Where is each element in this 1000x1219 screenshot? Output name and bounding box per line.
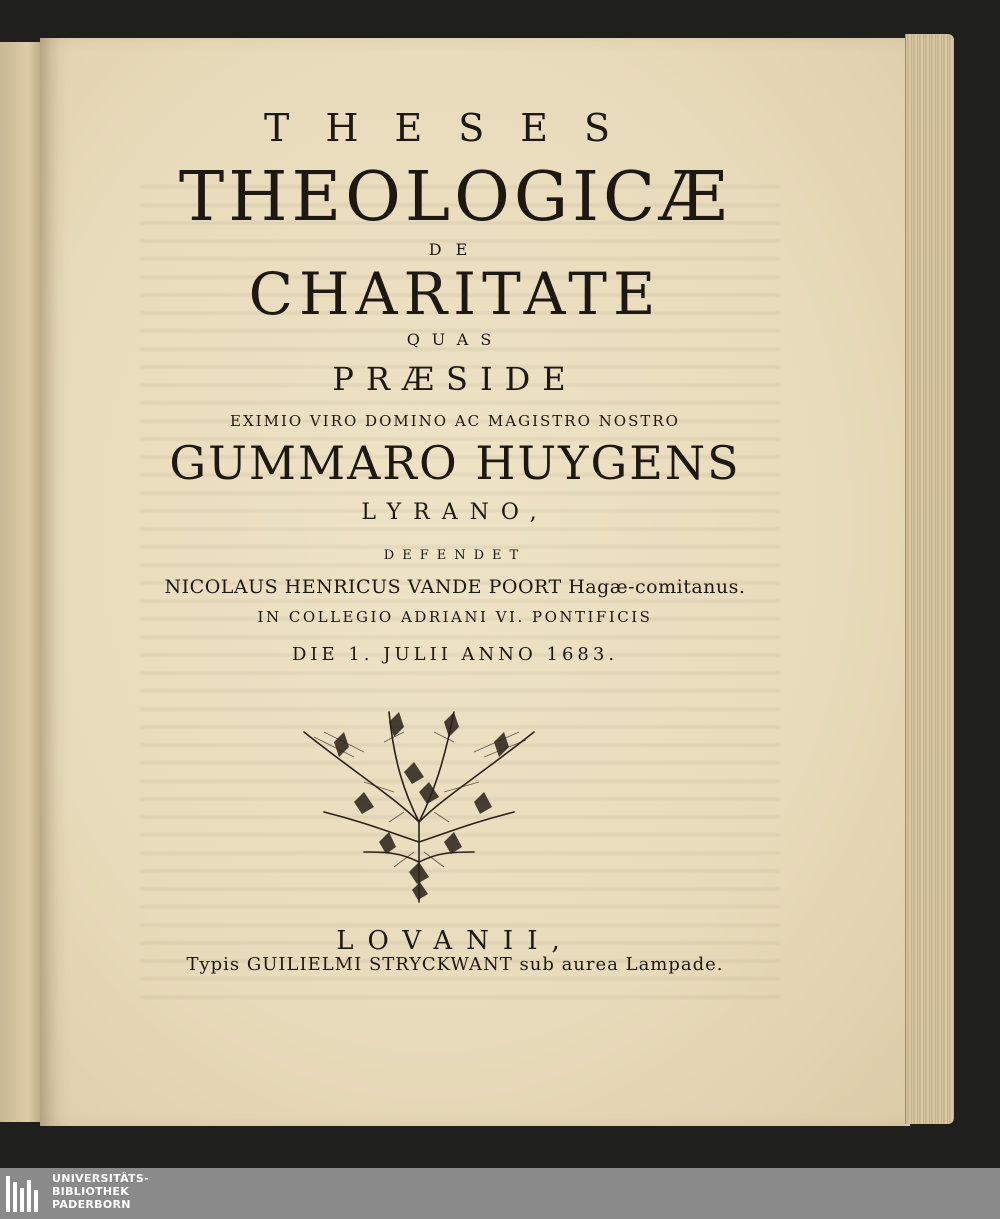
library-name-line3: PADERBORN [52, 1198, 131, 1211]
printers-ornament-woodcut [294, 702, 544, 907]
page-edges [905, 34, 954, 1124]
praeses-name: GUMMARO HUYGENS [169, 436, 741, 490]
library-name [52, 1172, 149, 1211]
quas-line: QUAS [406, 330, 504, 349]
title-page [40, 38, 910, 1126]
library-name-line1: UNIVERSITÄTS- [52, 1172, 149, 1185]
imprint-printer: Typis GUILIELMI STRYCKWANT sub aurea Lampade. [186, 954, 724, 975]
imprint-place: LOVANII, [336, 926, 574, 956]
de-line: DE [428, 240, 482, 259]
lyrano-line: LYRANO, [361, 500, 549, 525]
date-line: DIE 1. JULII ANNO 1683. [291, 644, 619, 665]
library-footer [0, 1168, 1000, 1219]
collegio-line: IN COLLEGIO ADRIANI VI. PONTIFICIS [257, 608, 653, 626]
left-page-edge [0, 42, 42, 1122]
praeside-line: PRÆSIDE [332, 360, 578, 398]
defendet-line: DEFENDET [383, 548, 527, 563]
eximio-line: EXIMIO VIRO DOMINO AC MAGISTRO NOSTRO [230, 412, 680, 430]
theologicae-heading: THEOLOGICÆ [178, 158, 732, 237]
charitate-heading: CHARITATE [248, 260, 662, 328]
library-name-line2: BIBLIOTHEK [52, 1185, 130, 1198]
library-logo-icon [6, 1176, 46, 1212]
theses-heading: THESES [263, 106, 647, 150]
defendant-name: NICOLAUS HENRICUS VANDE POORT Hagæ-comitanus. [164, 576, 746, 598]
